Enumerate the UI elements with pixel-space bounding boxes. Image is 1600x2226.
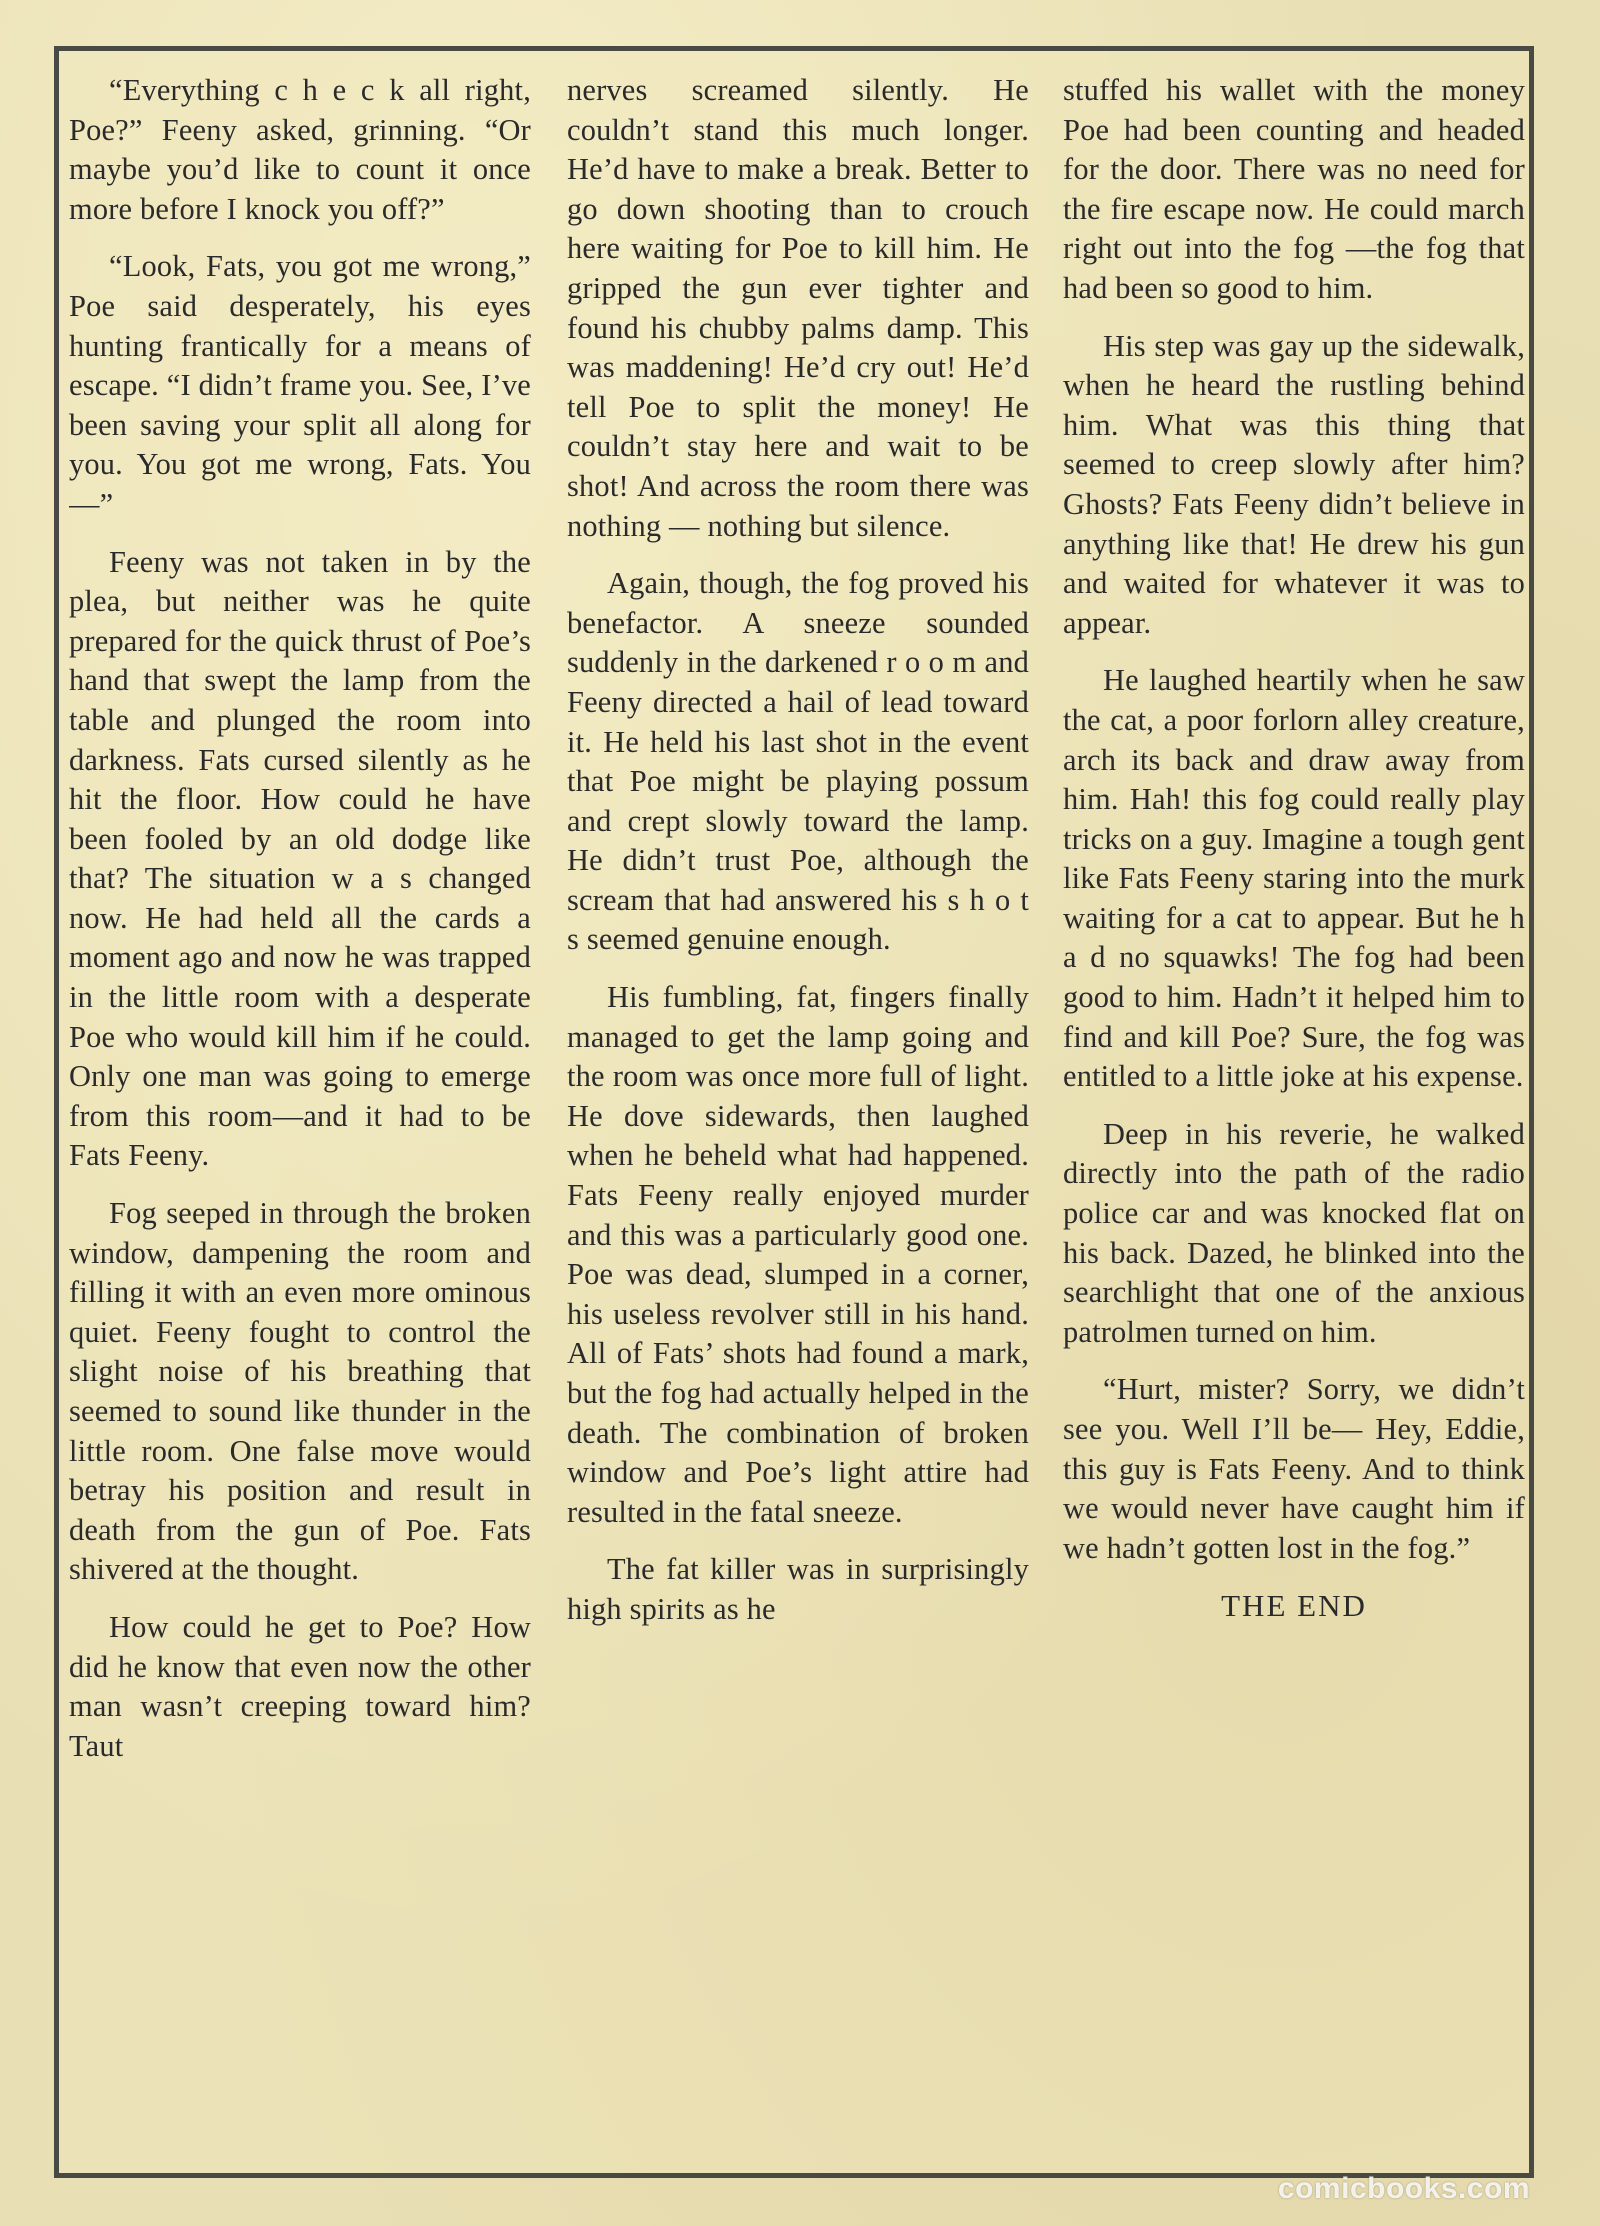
paragraph: His fumbling, fat, fingers finally managed to get the lamp going and the room was once more full of light. He dove sidewards, then laughed when he beheld what had happened. Fats Feeny really enjoyed murder and this was a particularly good one. Poe was dead, slumped in a corner, his useless revolver still in his hand. All of Fats’ shots had found a mark, but the fog had actually helped in the death. The combination of broken window and Poe’s light attire had resulted in the fatal sneeze. — [567, 980, 1029, 1529]
paragraph: His step was gay up the sidewalk, when he heard the rustling behind him. What was this thing that seemed to creep slowly after him? Ghosts? Fats Feeny didn’t believe in anything like that! He drew his gun and waited for whatever it was to appear. — [1063, 328, 1525, 640]
story-page-frame — [54, 46, 1534, 2178]
watermark: comicbooks.com — [1277, 2172, 1530, 2205]
paragraph: “Everything c h e c k all right, Poe?” Feeny asked, grinning. “Or maybe you’d like to count it once more before I knock you off?” — [69, 73, 531, 226]
paragraph: Feeny was not taken in by the plea, but neither was he quite prepared for the quick thrust of Poe’s hand that swept the lamp from the table and plunged the room into darkness. Fats cursed silently as he hit the floor. How could he have been fooled by an old dodge like that? The situation w a s changed now. He had held all the cards a moment ago and now he was trapped in the little room with a desperate Poe who would kill him if he could. Only one man was going to emerge from this room—and it had to be Fats Feeny. — [69, 544, 531, 1173]
paragraph: Fog seeped in through the broken window, dampening the room and filling it with an even more ominous quiet. Feeny fought to control the slight noise of his breathing that seemed to sound like thunder in the little room. One false move would betray his position and result in death from the gun of Poe. Fats shivered at the thought. — [69, 1196, 531, 1587]
paragraph: nerves screamed silently. He couldn’t stand this much longer. He’d have to make a break. Better to go down shooting than to crouch here waiting for Poe to kill him. He gripped the gun ever tighter and found his chubby palms damp. This was maddening! He’d cry out! He’d tell Poe to split the money! He couldn’t stay here and wait to be shot! And across the room there was nothing — nothing but silence. — [567, 73, 1029, 543]
paragraph: “Look, Fats, you got me wrong,” Poe said desperately, his eyes hunting frantically for a means of escape. “I didn’t frame you. See, I’ve been saving your split all along for you. You got me wrong, Fats. You—” — [69, 249, 531, 521]
paragraph: The fat killer was in surprisingly high spirits as he — [567, 1552, 1029, 1626]
text-column-left — [69, 71, 531, 2163]
paragraph: Deep in his reverie, he walked directly into the path of the radio police car and was knocked flat on his back. Dazed, he blinked into the searchlight that one of the anxious patrolmen turned on him. — [1063, 1116, 1525, 1349]
paragraph: He laughed heartily when he saw the cat, a poor forlorn alley creature, arch its back and draw away from him. Hah! this fog could really play tricks on a guy. Imagine a tough gent like Fats Feeny staring into the murk waiting for a cat to appear. But he h a d no squawks! The fog had been good to him. Hadn’t it helped him to find and kill Poe? Sure, the fog was entitled to a little joke at his expense. — [1063, 663, 1525, 1094]
paragraph: How could he get to Poe? How did he know that even now the other man wasn’t creeping toward him? Taut — [69, 1609, 531, 1763]
paragraph: Again, though, the fog proved his benefactor. A sneeze sounded suddenly in the darkened r o o m and Feeny directed a hail of lead toward it. He held his last shot in the event that Poe might be playing possum and crept slowly toward the lamp. He didn’t trust Poe, although the scream that had answered his s h o t s seemed genuine enough. — [567, 566, 1029, 957]
paragraph: stuffed his wallet with the money Poe had been counting and headed for the door. There was no need for the fire escape now. He could march right out into the fog —the fog that had been so good to him. — [1063, 73, 1525, 305]
the-end-label: THE END — [1221, 1588, 1367, 1624]
paragraph: “Hurt, mister? Sorry, we didn’t see you. Well I’ll be— Hey, Eddie, this guy is Fats Feeny. And to think we would never have caught him if we hadn’t gotten lost in the fog.” — [1063, 1372, 1525, 1565]
text-column-right — [1063, 71, 1525, 2163]
text-column-middle — [567, 71, 1029, 2163]
